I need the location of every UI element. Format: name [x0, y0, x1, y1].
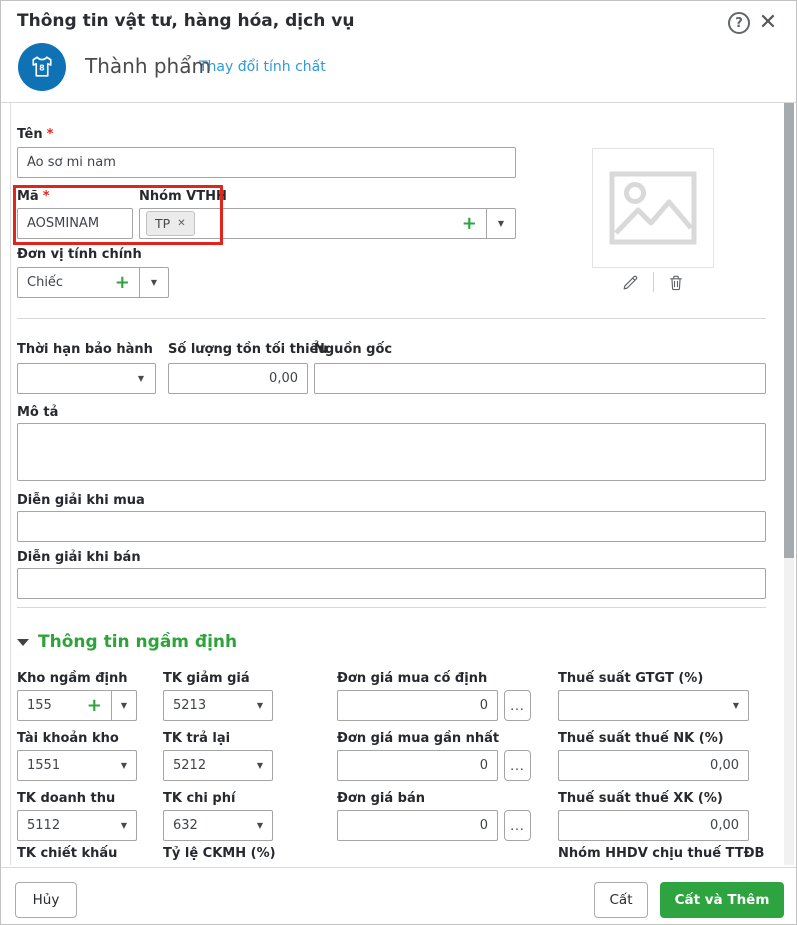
group-combo[interactable]: [139, 208, 516, 239]
vat-rate-select[interactable]: [558, 690, 749, 721]
fixed-purchase-price-more-button[interactable]: ...: [504, 690, 531, 721]
origin-input[interactable]: [314, 363, 766, 394]
revenue-account-value: 5112: [27, 818, 61, 833]
save-button[interactable]: Cất: [594, 882, 648, 918]
code-input[interactable]: [17, 208, 133, 239]
warranty-label: Thời hạn bảo hành: [17, 342, 153, 357]
warranty-select[interactable]: [17, 363, 156, 394]
expense-account-select[interactable]: [163, 810, 273, 841]
sale-note-label: Diễn giải khi bán: [17, 550, 141, 565]
return-account-label: TK trả lại: [163, 731, 231, 746]
image-actions-separator: [653, 272, 654, 292]
discount-tk-label: TK chiết khấu: [17, 846, 118, 861]
export-tax-rate-label: Thuế suất thuế XK (%): [558, 791, 723, 806]
help-glyph: ?: [735, 15, 743, 31]
return-account-value: 5212: [173, 758, 207, 773]
dialog-title: Thông tin vật tư, hàng hóa, dịch vụ: [17, 11, 355, 31]
export-tax-rate-input[interactable]: [558, 810, 749, 841]
save-and-add-button[interactable]: Cất và Thêm: [660, 882, 784, 918]
dropdown-arrow-icon[interactable]: ▼: [732, 701, 739, 710]
latest-purchase-price-input[interactable]: [337, 750, 498, 781]
fixed-purchase-price-input[interactable]: [337, 690, 498, 721]
fixed-purchase-price-label: Đơn giá mua cố định: [337, 671, 488, 686]
inventory-account-label: Tài khoản kho: [17, 731, 119, 746]
sale-note-input[interactable]: [17, 568, 766, 599]
inventory-account-value: 1551: [27, 758, 61, 773]
default-warehouse-value: 155: [27, 698, 52, 713]
code-label: Mã *: [17, 189, 50, 204]
ttdb-group-label: Nhóm HHDV chịu thuế TTĐB: [558, 846, 765, 861]
section-divider: [17, 607, 766, 608]
unit-value: Chiếc: [27, 275, 64, 290]
dropdown-arrow-icon[interactable]: ▼: [137, 374, 144, 383]
return-account-select[interactable]: [163, 750, 273, 781]
discount-account-value: 5213: [173, 698, 207, 713]
group-tag-label: TP: [155, 216, 171, 231]
pencil-icon: [621, 273, 640, 292]
expense-account-value: 632: [173, 818, 198, 833]
sale-price-more-button[interactable]: ...: [504, 810, 531, 841]
image-placeholder-icon: [609, 171, 697, 245]
section-divider: [17, 318, 766, 319]
min-stock-label: Số lượng tồn tối thiểu: [168, 342, 328, 357]
default-warehouse-combo[interactable]: [17, 690, 137, 721]
description-textarea[interactable]: [17, 423, 766, 481]
name-input[interactable]: [17, 147, 516, 178]
sale-price-input[interactable]: [337, 810, 498, 841]
remove-tag-icon[interactable]: ✕: [177, 218, 186, 229]
unit-label: Đơn vị tính chính: [17, 247, 142, 262]
group-label: Nhóm VTHH: [139, 189, 227, 204]
origin-label: Nguồn gốc: [314, 342, 393, 357]
add-group-icon[interactable]: +: [461, 212, 477, 234]
collapse-arrow-icon: [17, 639, 29, 646]
unit-combo[interactable]: [17, 267, 169, 298]
trash-icon: [667, 273, 685, 292]
vat-rate-label: Thuế suất GTGT (%): [558, 671, 704, 686]
default-warehouse-label: Kho ngầm định: [17, 671, 128, 686]
cancel-button[interactable]: Hủy: [15, 882, 77, 918]
change-type-link[interactable]: Thay đổi tính chất: [199, 59, 326, 75]
name-label: Tên *: [17, 127, 54, 142]
product-image-placeholder: [592, 148, 714, 268]
edit-image-button[interactable]: [621, 273, 640, 292]
inventory-account-select[interactable]: [17, 750, 137, 781]
body-left-hairline: [10, 103, 11, 865]
jersey-number: 8: [39, 62, 45, 73]
defaults-section-title: Thông tin ngầm định: [38, 632, 238, 652]
dropdown-arrow-icon[interactable]: ▼: [497, 219, 504, 228]
add-unit-icon[interactable]: +: [114, 271, 130, 293]
latest-purchase-price-more-button[interactable]: ...: [504, 750, 531, 781]
close-icon[interactable]: ✕: [758, 9, 778, 35]
dropdown-arrow-icon[interactable]: ▼: [256, 821, 263, 830]
product-type-shirt-icon: [18, 43, 66, 91]
min-stock-input[interactable]: [168, 363, 308, 394]
ckmh-rate-label: Tỷ lệ CKMH (%): [163, 846, 276, 861]
sale-price-label: Đơn giá bán: [337, 791, 425, 806]
discount-account-label: TK giảm giá: [163, 671, 250, 686]
help-icon[interactable]: [728, 12, 750, 34]
dropdown-arrow-icon[interactable]: ▼: [150, 278, 157, 287]
dialog-footer: [1, 867, 797, 925]
add-warehouse-icon[interactable]: +: [86, 694, 102, 716]
required-asterisk: *: [46, 127, 54, 142]
defaults-section-toggle[interactable]: [17, 632, 237, 652]
import-tax-rate-label: Thuế suất thuế NK (%): [558, 731, 724, 746]
dropdown-arrow-icon[interactable]: ▼: [120, 821, 127, 830]
import-tax-rate-input[interactable]: [558, 750, 749, 781]
purchase-note-input[interactable]: [17, 511, 766, 542]
revenue-account-label: TK doanh thu: [17, 791, 116, 806]
product-type-name: Thành phẩm: [85, 54, 211, 78]
latest-purchase-price-label: Đơn giá mua gần nhất: [337, 731, 500, 746]
dropdown-arrow-icon[interactable]: ▼: [256, 701, 263, 710]
dropdown-arrow-icon[interactable]: ▼: [120, 761, 127, 770]
scrollbar-thumb[interactable]: [784, 103, 794, 558]
dropdown-arrow-icon[interactable]: ▼: [256, 761, 263, 770]
dropdown-arrow-icon[interactable]: ▼: [120, 701, 127, 710]
delete-image-button[interactable]: [667, 273, 685, 292]
expense-account-label: TK chi phí: [163, 791, 236, 806]
group-tag-chip: [146, 211, 195, 236]
discount-account-select[interactable]: [163, 690, 273, 721]
revenue-account-select[interactable]: [17, 810, 137, 841]
purchase-note-label: Diễn giải khi mua: [17, 493, 145, 508]
description-label: Mô tả: [17, 405, 59, 420]
scrollbar-track[interactable]: [784, 103, 794, 865]
required-asterisk: *: [42, 189, 50, 204]
header-divider: [1, 102, 797, 103]
